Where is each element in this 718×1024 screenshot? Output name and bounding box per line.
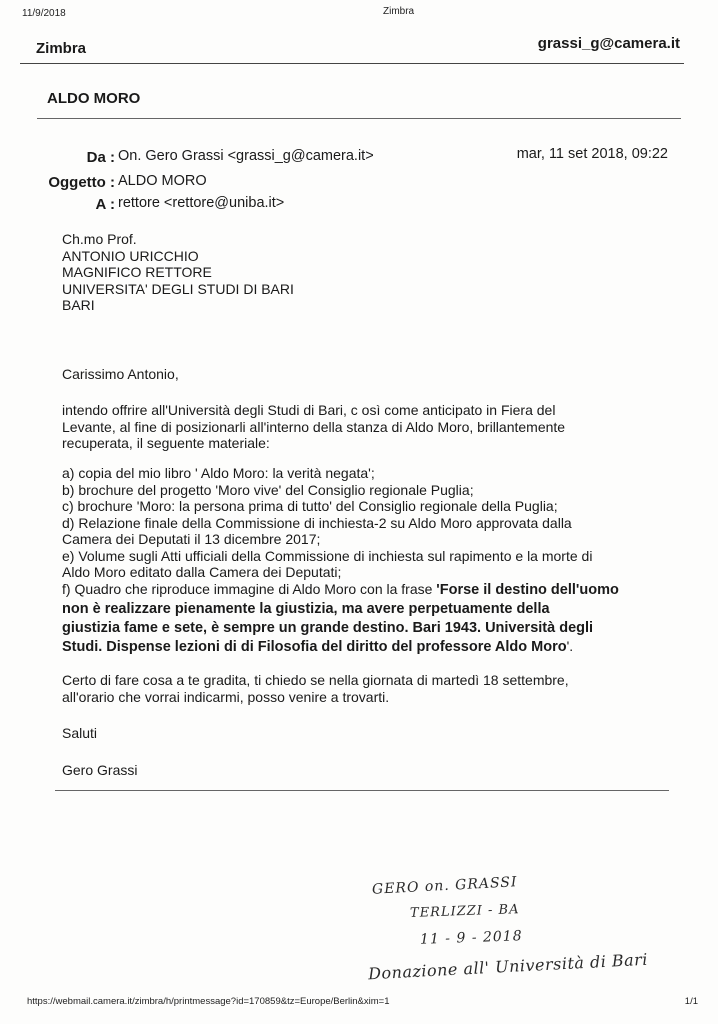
message-date: mar, 11 set 2018, 09:22 (516, 146, 668, 162)
list-item-f (62, 580, 619, 656)
footer-url: https://webmail.camera.it/zimbra/h/printmessage?id=170859&tz=Europe/Berlin&xim=1 (27, 996, 390, 1007)
quote-line: Studi. Dispense lezioni di di Filosofia del diritto del professore Aldo Moro (62, 639, 567, 655)
quote-line: non è realizzare pienamente la giustizia, ma avere perpetuamente della (62, 601, 550, 617)
address-line: UNIVERSITA' DEGLI STUDI DI BARI (62, 280, 294, 297)
from-value: On. Gero Grassi <grassi_g@camera.it> (118, 148, 374, 164)
page-number: 1/1 (684, 996, 698, 1007)
list-item: e) Volume sugli Atti ufficiali della Commissione di inchiesta sul rapimento e la morte di (62, 547, 593, 564)
handwritten-line-name: GERO on. GRASSI (371, 874, 518, 898)
list-item: a) copia del mio libro ' Aldo Moro: la verità negata'; (62, 465, 375, 481)
intro-line: Levante, al fine di posizionarli all'interno della stanza di Aldo Moro, brillantemente (62, 418, 566, 435)
subject-label: Oggetto : (48, 174, 115, 191)
quote-line: giustizia fame e sete, è sempre un grande destino. Bari 1943. Università degli (62, 620, 594, 636)
message-subject-title: ALDO MORO (47, 90, 141, 107)
body-divider (55, 790, 669, 791)
print-date: 11/9/2018 (22, 8, 66, 19)
address-line: Ch.mo Prof. (62, 231, 137, 247)
item-f-prefix: f) Quadro che riproduce immagine di Aldo Moro con la frase (62, 581, 437, 597)
intro-line: intendo offrire all'Università degli Studi di Bari, c osì come anticipato in Fiera del (62, 402, 556, 418)
closing-paragraph (62, 672, 569, 705)
address-line: BARI (62, 297, 95, 313)
handwritten-line-date: 11 - 9 - 2018 (419, 928, 523, 948)
list-item: Aldo Moro editato dalla Camera dei Deputati; (62, 564, 342, 580)
list-item: c) brochure 'Moro: la persona prima di tutto' del Consiglio regionale della Puglia; (62, 498, 558, 514)
list-item: b) brochure del progetto 'Moro vive' del Consiglio regionale Puglia; (62, 481, 474, 498)
app-name: Zimbra (36, 40, 87, 57)
handwritten-line-donation: Donazione all' Università di Bari (367, 949, 649, 984)
from-label: Da : (86, 149, 115, 166)
print-title: Zimbra (383, 6, 415, 17)
intro-line: recuperata, il seguente materiale: (62, 435, 270, 451)
greeting: Carissimo Antonio, (62, 366, 179, 382)
address-line: MAGNIFICO RETTORE (62, 264, 212, 280)
header-divider (20, 63, 684, 64)
to-value: rettore <rettore@uniba.it> (118, 195, 285, 211)
saluti: Saluti (62, 725, 98, 741)
materials-list (62, 465, 592, 581)
account-email: grassi_g@camera.it (537, 35, 680, 52)
closing-line: all'orario che vorrai indicarmi, posso venire a trovarti. (62, 688, 390, 705)
subject-divider (37, 118, 681, 119)
list-item: Camera dei Deputati il 13 dicembre 2017; (62, 531, 321, 547)
list-item: d) Relazione finale della Commissione di inchiesta-2 su Aldo Moro approvata dalla (62, 514, 572, 531)
quote-line: 'Forse il destino dell'uomo (436, 582, 619, 598)
handwritten-line-place: TERLIZZI - BA (409, 902, 520, 921)
subject-value: ALDO MORO (118, 173, 207, 189)
signature: Gero Grassi (62, 762, 138, 778)
recipient-address (62, 231, 294, 314)
closing-line: Certo di fare cosa a te gradita, ti chiedo se nella giornata di martedì 18 settembre, (62, 672, 569, 688)
address-line: ANTONIO URICCHIO (62, 247, 199, 264)
intro-paragraph (62, 402, 565, 452)
to-label: A : (95, 196, 115, 213)
item-f-suffix: '. (566, 638, 574, 654)
